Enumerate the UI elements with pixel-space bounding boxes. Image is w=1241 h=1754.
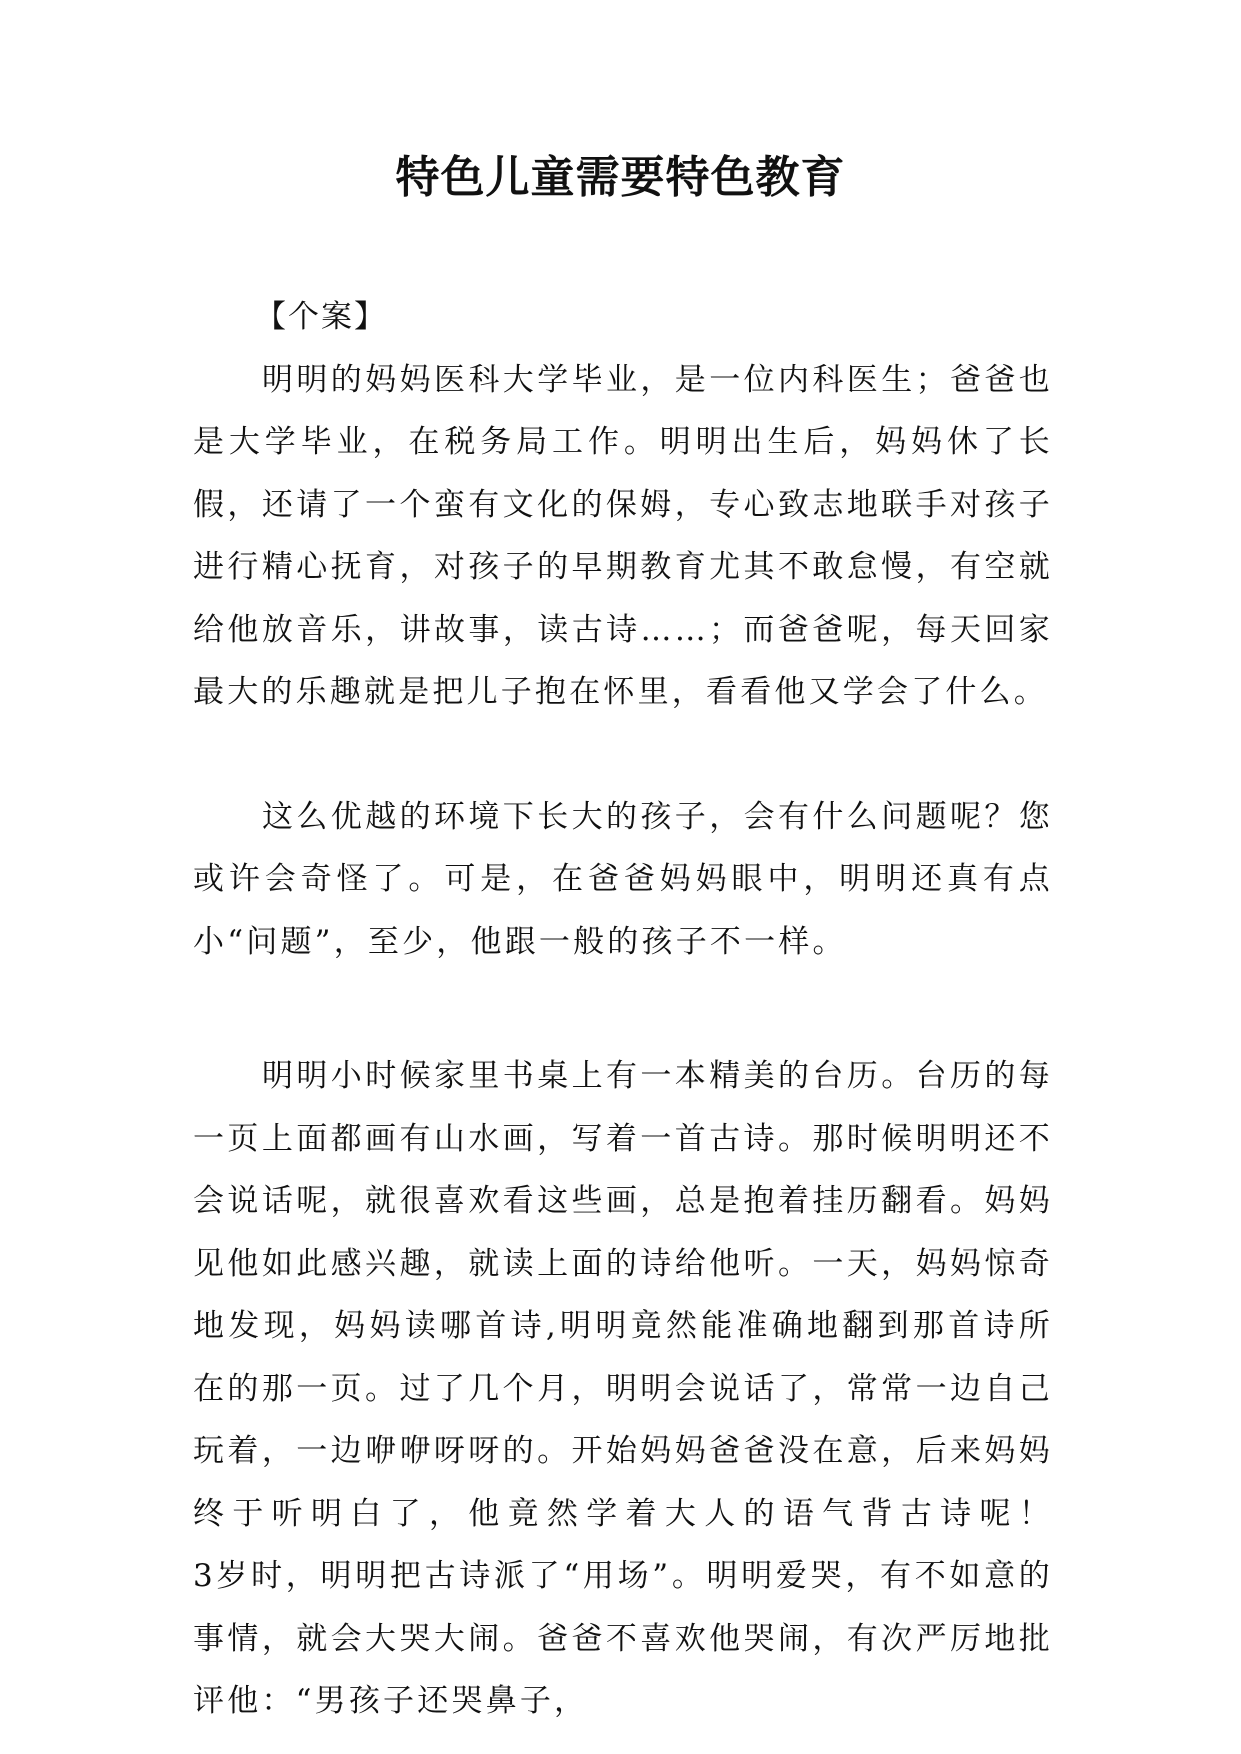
document-title: 特色儿童需要特色教育 [395,152,846,203]
paragraph-2: 这么优越的环境下长大的孩子，会有什么问题呢？您或许会奇怪了。可是，在爸爸妈妈眼中，明明还真有点小“问题”，至少，他跟一般的孩子不一样。 [193,798,1053,960]
paragraph-3: 明明小时候家里书桌上有一本精美的台历。台历的每一页上面都画有山水画，写着一首古诗。那时候明明还不会说话呢，就很喜欢看这些画，总是抱着挂历翻看。妈妈见他如此感兴趣，就读上面的诗给他听。一天，妈妈惊奇地发现，妈妈读哪首诗,明明竟然能准确地翻到那首诗所在的那一页。过了几个月，明明会说话了，常常一边自己玩着，一边咿咿呀呀的。开始妈妈爸爸没在意，后来妈妈终于听明白了，他竟然学着大人的语气背古诗呢！ 3岁时，明明把古诗派了“用场”。明明爱哭，有不如意的事情，就会大哭大闹。爸爸不喜欢他哭闹，有次严厉地批评他：“男孩子还哭鼻子， [193,1058,1156,1719]
paragraph-1: 明明的妈妈医科大学毕业，是一位内科医生；爸爸也是大学毕业，在税务局工作。明明出生后，妈妈休了长假，还请了一个蛮有文化的保姆，专心致志地联手对孩子进行精心抚育，对孩子的早期教育尤其不敢怠慢，有空就给他放音乐，讲故事，读古诗……；而爸爸呢，每天回家最大的乐趣就是把儿子抱在怀里，看看他又学会了什么。 [193,361,1053,710]
case-label: 【个案】 [255,299,387,335]
paragraph-gap [193,724,1053,786]
document-body [193,286,1156,1733]
paragraph-gap [193,973,1053,1045]
